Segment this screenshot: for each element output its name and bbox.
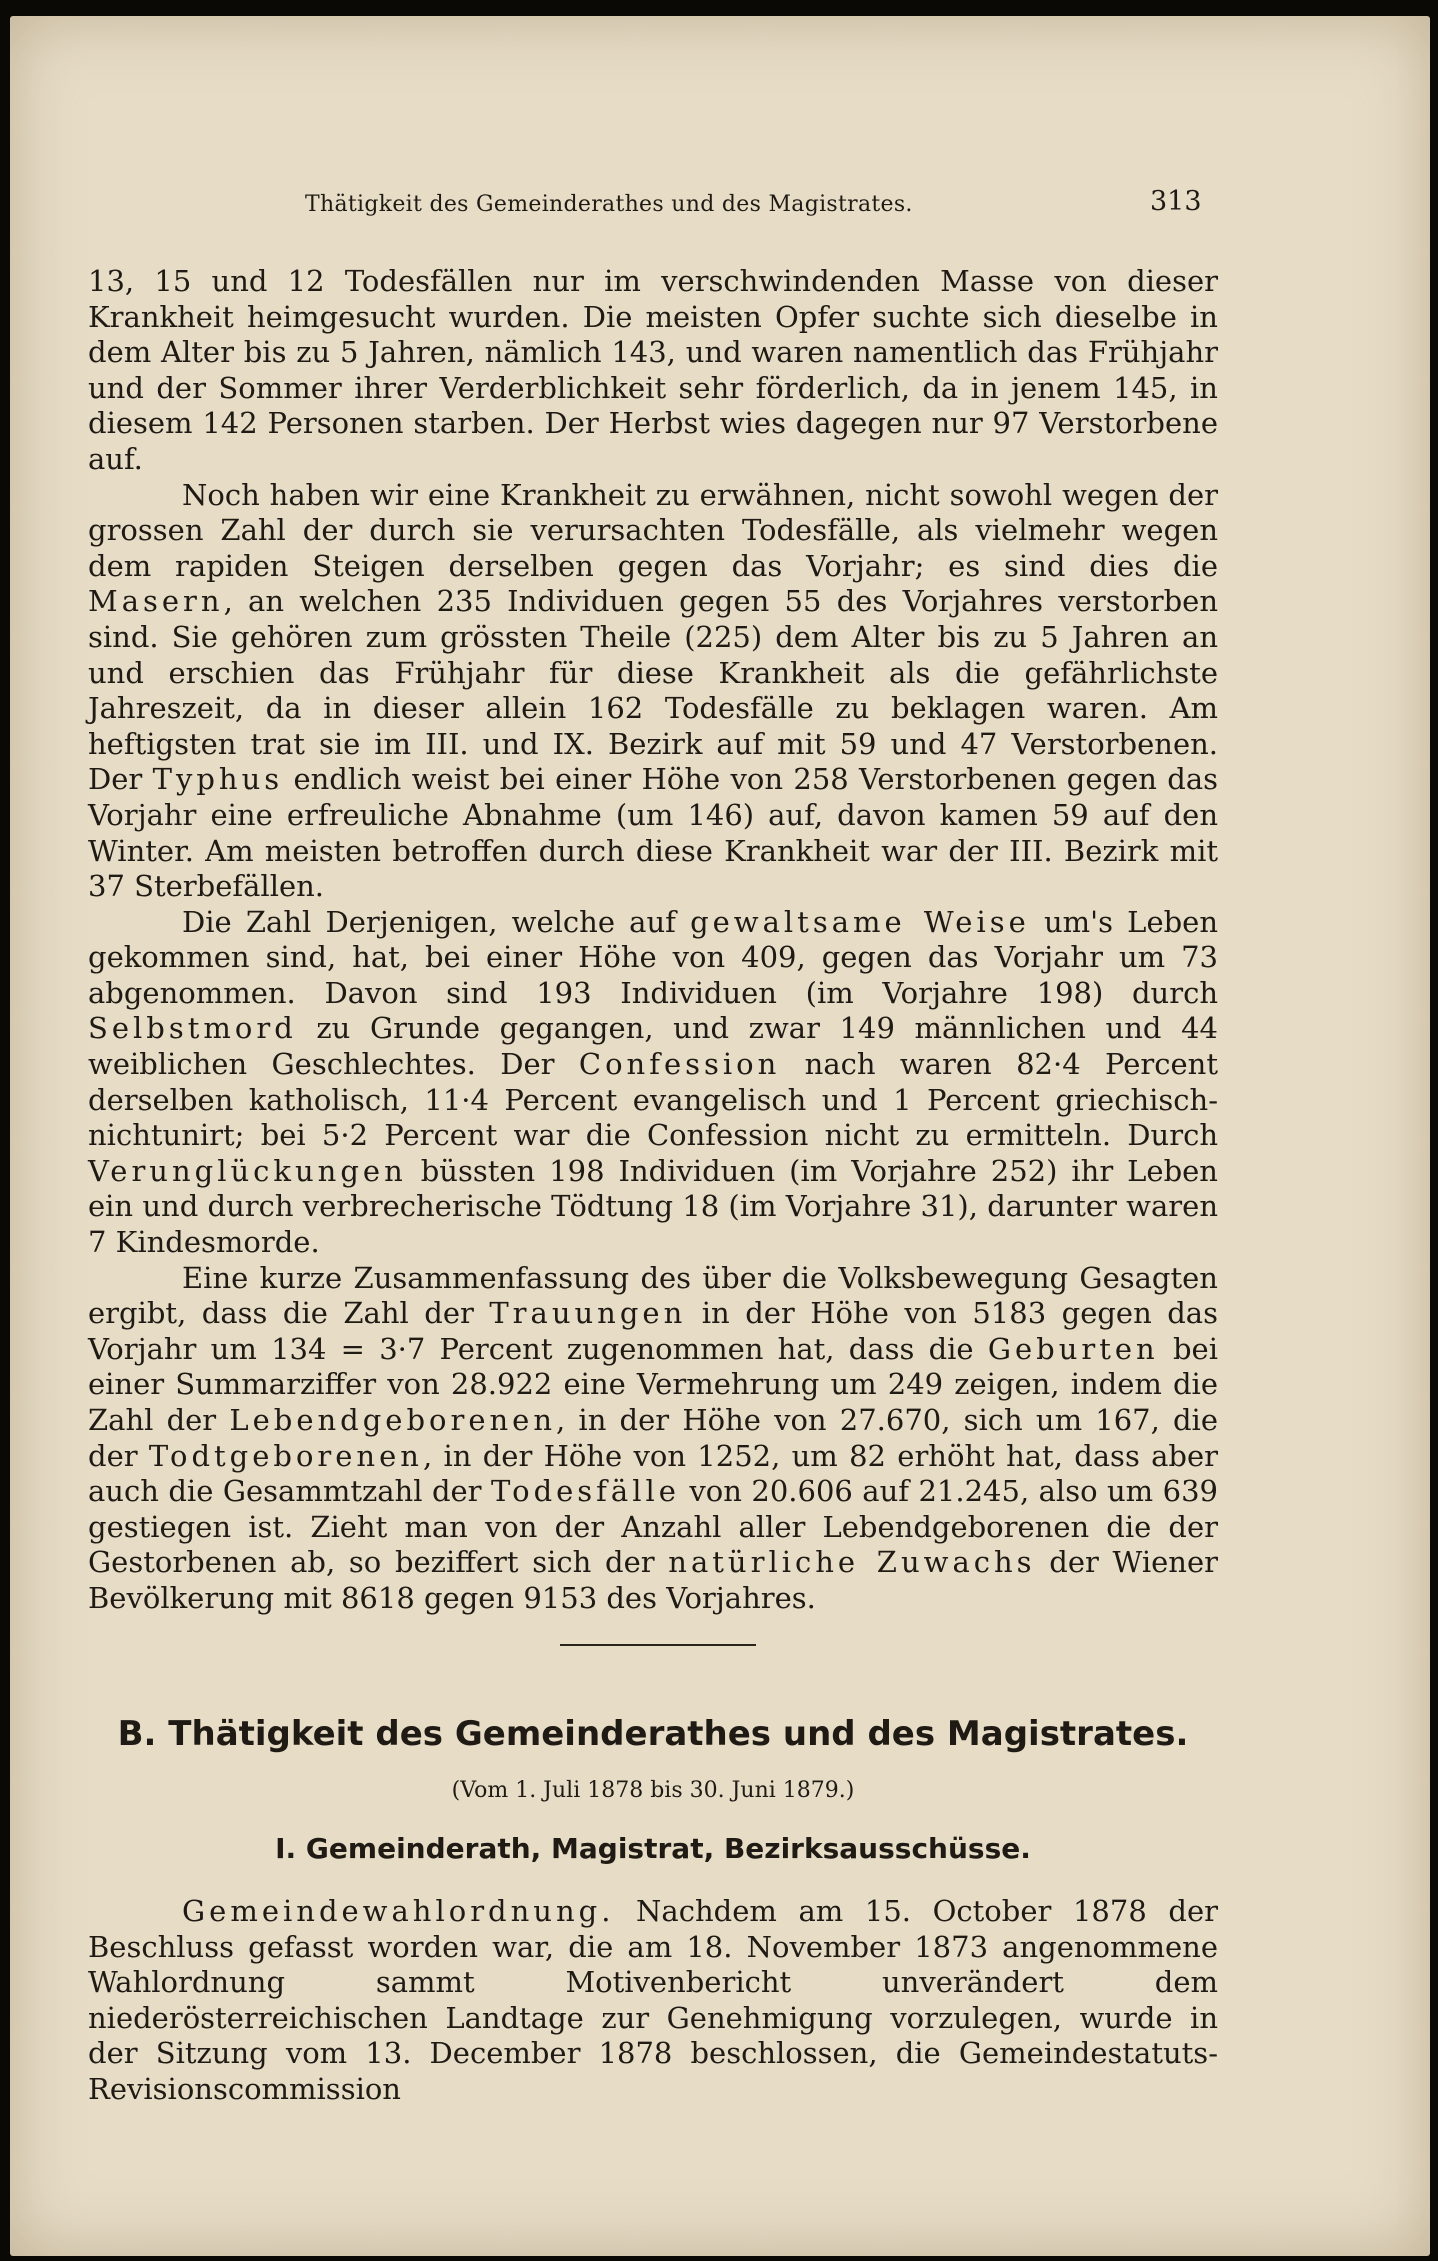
emphasis-typhus: Typhus — [152, 762, 284, 797]
section-divider — [560, 1644, 756, 1646]
body-text — [88, 264, 1218, 1617]
emphasis-geburten: Geburten — [987, 1331, 1159, 1366]
emphasis-natuerlicher-zuwachs: natürliche Zuwachs — [668, 1545, 1036, 1580]
paragraph-4: Eine kurze Zusammenfassung des über die Volksbewegung Gesagten ergibt, dass die Zahl der Trauungen in der Höhe von 5183 gegen das Vorjahr um 134 = 3·7 Percent zugenommen hat, dass die Geburten bei einer Summarziffer von 28.922 eine Vermehrung um 249 zeigen, indem die Zahl der Lebendgeborenen, in der Höhe von 27.670, sich um 167, die der Todtgeborenen, in der Höhe von 1252, um 82 erhöht hat, dass aber auch die Gesammtzahl der Todesfälle von 20.606 auf 21.245, also um 639 gestiegen ist. Zieht man von der Anzahl aller Lebendgeborenen die der Gestorbenen ab, so beziffert sich der natürliche Zuwachs der Wiener Bevölkerung mit 8618 gegen 9153 des Vorjahres. — [88, 1260, 1218, 1615]
paragraph-3: Die Zahl Derjenigen, welche auf gewaltsame Weise um's Leben gekommen sind, hat, bei einer Höhe von 409, gegen das Vorjahr um 73 abgenommen. Davon sind 193 Individuen (im Vorjahre 198) durch Selbstmord zu Grunde gegangen, und zwar 149 männlichen und 44 weiblichen Geschlechtes. Der Confession nach waren 82·4 Percent derselben katholisch, 11·4 Percent evangelisch und 1 Percent griechisch-nichtunirt; bei 5·2 Percent war die Confession nicht zu ermitteln. Durch Verunglückungen büssten 198 Individuen (im Vorjahre 252) ihr Leben ein und durch verbrecherische Tödtung 18 (im Vorjahre 31), darunter waren 7 Kindesmorde. — [88, 904, 1219, 1260]
emphasis-trauungen: Trauungen — [489, 1296, 687, 1331]
emphasis-lebendgeborenen: Lebendgeborenen — [229, 1403, 557, 1437]
emphasis-masern: Masern — [88, 584, 224, 619]
emphasis-todesfaelle: Todesfälle — [491, 1474, 680, 1509]
paragraph-5: Gemeindewahlordnung. Nachdem am 15. October 1878 der Beschluss gefasst worden war, die am 18. November 1873 angenommene Wahlordnung sammt Motivenbericht unverändert dem niederösterreichischen Landtage zur Genehmigung vorzulegen, wurde in der Sitzung vom 13. December 1878 beschlossen, die Gemeindestatuts-Revisionscommission — [88, 1894, 1218, 2106]
book-page — [10, 16, 1430, 2256]
running-head: Thätigkeit des Gemeinderathes und des Magistrates. — [305, 192, 913, 217]
emphasis-gewaltsame-weise: gewaltsame Weise — [690, 904, 1030, 939]
emphasis-todtgeborenen: Todtgeborenen — [148, 1438, 423, 1473]
emphasis-verunglueckungen: Verunglückungen — [88, 1153, 407, 1188]
section-body-text — [88, 1894, 1218, 2108]
page-number: 313 — [1150, 186, 1202, 217]
paragraph-2: Noch haben wir eine Krankheit zu erwähnen, nicht sowohl wegen der grossen Zahl der durch sie verursachten Todesfälle, als vielmehr wegen dem rapiden Steigen derselben gegen das Vorjahr; es sind dies die Masern, an welchen 235 Individuen gegen 55 des Vorjahres verstorben sind. Sie gehören zum grössten Theile (225) dem Alter bis zu 5 Jahren an und erschien das Frühjahr für diese Krankheit als die gefährlichste Jahreszeit, da in dieser allein 162 Todesfälle zu beklagen waren. Am heftigsten trat sie im III. und IX. Bezirk auf mit 59 und 47 Verstorbenen. Der Typhus endlich weist bei einer Höhe von 258 Verstorbenen gegen das Vorjahr eine erfreuliche Abnahme (um 146) auf, davon kamen 59 auf den Winter. Am meisten betroffen durch diese Krankheit war der III. Bezirk mit 37 Sterbefällen. — [88, 477, 1218, 904]
section-date-range: (Vom 1. Juli 1878 bis 30. Juni 1879.) — [451, 1778, 855, 1803]
emphasis-gemeindewahlordnung: Gemeindewahlordnung. — [182, 1894, 615, 1928]
paragraph-1: 13, 15 und 12 Todesfällen nur im verschwindenden Masse von dieser Krankheit heimgesucht wurden. Die meisten Opfer suchte sich dieselbe in dem Alter bis zu 5 Jahren, nämlich 143, und waren namentlich das Frühjahr und der Sommer ihrer Verderblichkeit sehr förderlich, da in jenem 145, in diesem 142 Personen starben. Der Herbst wies dagegen nur 97 Verstorbene auf. — [88, 264, 1218, 476]
section-heading: B. Thätigkeit des Gemeinderathes und des Magistrates. — [117, 1714, 1189, 1754]
emphasis-confession: Confession — [578, 1047, 781, 1082]
emphasis-selbstmord: Selbstmord — [88, 1011, 297, 1046]
sub-heading: I. Gemeinderath, Magistrat, Bezirksausschüsse. — [275, 1832, 1031, 1865]
